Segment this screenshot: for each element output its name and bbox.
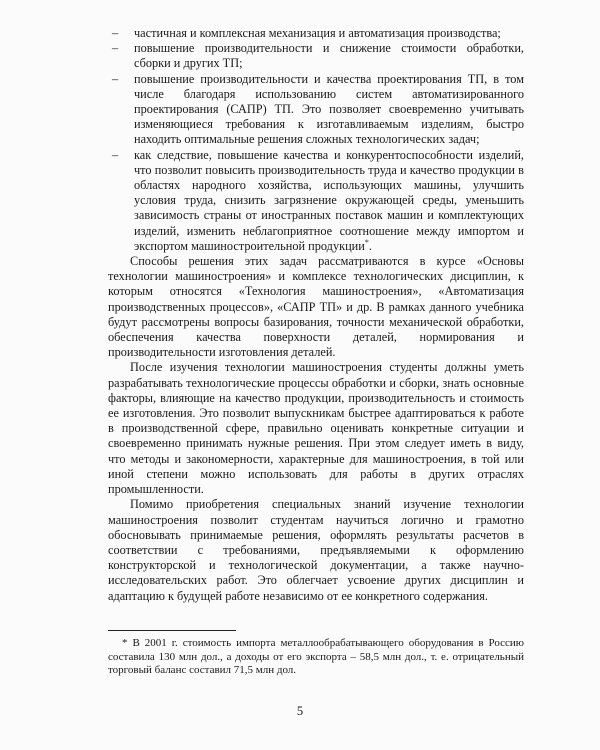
paragraph: Способы решения этих задач рассматриваются в курсе «Основы технологии машиностроения» и комплексе технологических дисциплин, к которым относятся «Технология машиностроения», «Автоматизация производственных процессов», «САПР ТП» и др. В рамках данного учебника будут рассмотрены вопросы базирования, точности механической обработки, обеспечения качества поверхности деталей, нормирования и производительности изготовления деталей. bbox=[108, 254, 524, 360]
task-list bbox=[108, 26, 524, 254]
list-item: – повышение производительности и качества проектирования ТП, в том числе благодаря использованию систем автоматизированного проектирования (САПР) ТП. Это позволяет своевременно учитывать изменяющиеся требования к изготавливаемым изделиям, быстро находить оптимальные решения сложных технологических задач; bbox=[108, 72, 524, 148]
page-number: 5 bbox=[296, 704, 304, 718]
list-item: – частичная и комплексная механизация и автоматизация производства; bbox=[108, 26, 524, 41]
list-item-text: как следствие, повышение качества и конкурентоспособности изделий, что позволит повысить производительность труда и качество продукции в областях народного хозяйства, использующих машины, улучшить условия труда, снизить загрязнение окружающей среды, уменьшить зависимость страны от иностранных поставок машин и комплектующих изделий, изменить неблагоприятное соотношение между импортом и экспортом машиностроительной продукции bbox=[134, 147, 524, 253]
list-item: – как следствие, повышение качества и конкурентоспособности изделий, что позволит повысить производительность труда и качество продукции в областях народного хозяйства, использующих машины, улучшить условия труда, снизить загрязнение окружающей среды, уменьшить зависимость страны от иностранных поставок машин и комплектующих изделий, изменить неблагоприятное соотношение между импортом и экспортом машиностроительной продукции*. bbox=[108, 148, 524, 254]
footnote-separator bbox=[108, 630, 236, 631]
paragraph: Помимо приобретения специальных знаний изучение технологии машиностроения позволит студентам научиться логично и грамотно обосновывать принимаемые решения, оформлять результаты расчетов в соответствии с требованиями, предъявляемыми к оформлению конструкторской и технологической документации, а также научно-исследовательских работ. Это облегчает усвоение других дисциплин и адаптацию к будущей работе независимо от ее конкретного содержания. bbox=[108, 497, 524, 603]
paragraph: После изучения технологии машиностроения студенты должны уметь разрабатывать технологические процессы обработки и сборки, знать основные факторы, влияющие на качество продукции, производительность и стоимость ее изготовления. Это позволит выпускникам быстрее адаптироваться к работе в производственной сфере, правильно оценивать конкретные ситуации и своевременно принимать нужные решения. При этом следует иметь в виду, что методы и закономерности, характерные для машиностроения, в той или иной степени можно использовать для работы в других отраслях промышленности. bbox=[108, 360, 524, 497]
footnote: * В 2001 г. стоимость импорта металлообрабатывающего оборудования в Россию составила 130 млн дол., а доходы от его экспорта – 58,5 млн дол., т. е. отрицательный торговый баланс составил 71,5 млн дол. bbox=[108, 637, 524, 677]
list-item: – повышение производительности и снижение стоимости обработки, сборки и других ТП; bbox=[108, 41, 524, 71]
body-text bbox=[108, 26, 524, 604]
footnote-mark: * bbox=[364, 237, 369, 247]
